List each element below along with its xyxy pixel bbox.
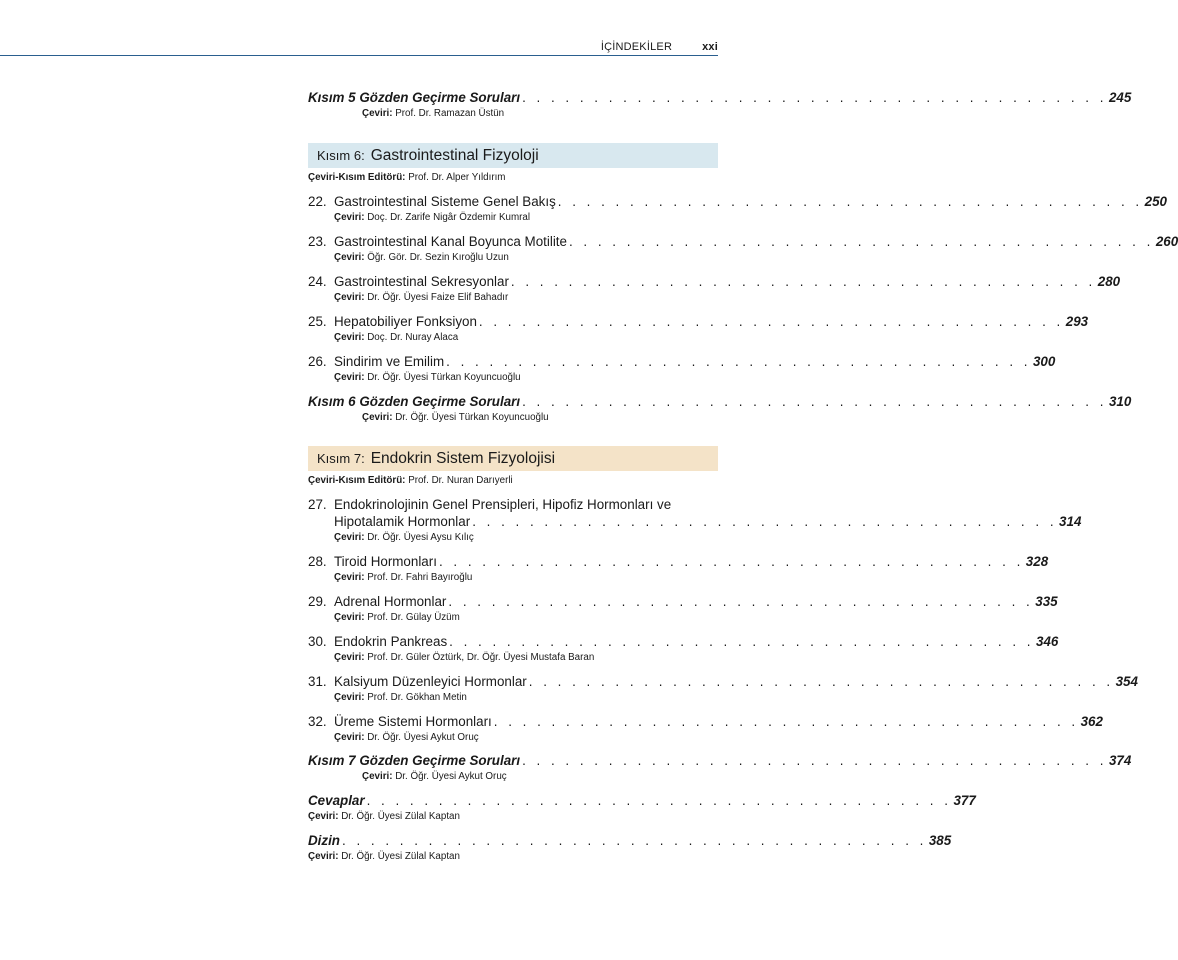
entry-translator: Çeviri: Prof. Dr. Fahri Bayıroğlu xyxy=(334,572,473,583)
entry-number: 25. xyxy=(308,314,327,329)
entry-page: 293 xyxy=(1065,314,1089,329)
entry-title: Üreme Sistemi Hormonları xyxy=(334,714,492,729)
entry-page: 314 xyxy=(1059,514,1082,529)
dot-leader: . . . . . . . . . . . . . . . . . . . . . . . . . . . . . . . . . . . . . . . . . xyxy=(448,594,1034,609)
entry-number: 23. xyxy=(308,234,327,249)
dot-leader: . . . . . . . . . . . . . . . . . . . . . . . . . . . . . . . . . . . . . . . . . xyxy=(522,90,1107,105)
entry-number: 31. xyxy=(308,674,327,689)
entry-number: 32. xyxy=(308,714,327,729)
part-label: Kısım 7: xyxy=(317,451,365,466)
entry-translator: Çeviri: Doç. Dr. Zarife Nigâr Özdemir Kumral xyxy=(334,212,531,223)
entry-translator: Çeviri: Prof. Dr. Ramazan Üstün xyxy=(362,108,505,119)
entry-translator: Çeviri: Doç. Dr. Nuray Alaca xyxy=(334,332,459,343)
entry-number: 27. xyxy=(308,497,327,512)
entry-number: 24. xyxy=(308,274,327,289)
page-header xyxy=(0,40,718,56)
entry-number: 28. xyxy=(308,554,327,569)
header-text xyxy=(601,41,718,53)
entry-title-line2: Hipotalamik Hormonlar xyxy=(334,514,471,529)
header-section-title: İÇİNDEKİLER xyxy=(600,41,673,53)
part-label: Kısım 6: xyxy=(317,148,365,163)
entry-page: 310 xyxy=(1108,394,1132,409)
dot-leader: . . . . . . . . . . . . . . . . . . . . . . . . . . . . . . . . . . . . . . . . . xyxy=(522,753,1107,768)
entry-translator: Çeviri: Dr. Öğr. Üyesi Zülal Kaptan xyxy=(308,851,460,862)
entry-page: 328 xyxy=(1025,554,1049,569)
header-rule xyxy=(0,55,718,56)
entry-translator: Çeviri: Prof. Dr. Gökhan Metin xyxy=(334,692,467,703)
entry-translator: Çeviri: Dr. Öğr. Üyesi Aykut Oruç xyxy=(334,732,479,743)
entry-page: 335 xyxy=(1035,594,1058,609)
entry-translator: Çeviri: Dr. Öğr. Üyesi Aysu Kılıç xyxy=(334,532,474,543)
toc-entry-ch30[interactable] xyxy=(308,633,1059,664)
entry-title: Endokrin Pankreas xyxy=(334,634,448,649)
part-7-banner xyxy=(308,446,718,471)
entry-translator: Çeviri: Dr. Öğr. Üyesi Faize Elif Bahadır xyxy=(334,292,509,303)
entry-page: 362 xyxy=(1080,714,1103,729)
entry-page: 346 xyxy=(1036,634,1059,649)
dot-leader: . . . . . . . . . . . . . . . . . . . . . . . . . . . . . . . . . . . . . . . . . xyxy=(478,314,1064,329)
part-6-banner xyxy=(308,143,718,168)
dot-leader: . . . . . . . . . . . . . . . . . . . . . . . . . . . . . . . . . . . . . . . . . xyxy=(557,194,1143,209)
dot-leader: . . . . . . . . . . . . . . . . . . . . . . . . . . . . . . . . . . . . . . . . . xyxy=(522,394,1107,409)
entry-page: 250 xyxy=(1144,194,1167,209)
dot-leader: . . . . . . . . . . . . . . . . . . . . . . . . . . . . . . . . . . . . . . . . . xyxy=(472,514,1058,529)
entry-title: Cevaplar xyxy=(308,793,365,808)
toc-entry-k7-review[interactable] xyxy=(308,752,1132,783)
entry-page: 374 xyxy=(1108,753,1132,768)
toc-entry-k6-review[interactable] xyxy=(308,393,1132,424)
entry-translator: Çeviri: Prof. Dr. Güler Öztürk, Dr. Öğr. Üyesi Mustafa Baran xyxy=(334,652,595,663)
header-page-number: xxi xyxy=(702,41,718,53)
toc-entry-ch32[interactable] xyxy=(308,713,1103,744)
entry-page: 377 xyxy=(953,793,976,808)
dot-leader: . . . . . . . . . . . . . . . . . . . . . . . . . . . . . . . . . . . . . . . . . xyxy=(510,274,1096,289)
entry-page: 280 xyxy=(1097,274,1121,289)
entry-title: Tiroid Hormonları xyxy=(334,554,437,569)
entry-translator: Çeviri: Öğr. Gör. Dr. Sezin Kıroğlu Uzun xyxy=(334,252,509,263)
part-7-editor: Çeviri-Kısım Editörü: Prof. Dr. Nuran Darıyerli xyxy=(308,475,513,486)
entry-page: 300 xyxy=(1032,354,1056,369)
entry-title: Kalsiyum Düzenleyici Hormonlar xyxy=(334,674,527,689)
dot-leader: . . . . . . . . . . . . . . . . . . . . . . . . . . . . . . . . . . . . . . . . . xyxy=(528,674,1114,689)
dot-leader: . . . . . . . . . . . . . . . . . . . . . . . . . . . . . . . . . . . . . . . . . xyxy=(449,634,1034,649)
entry-title: Kısım 7 Gözden Geçirme Soruları xyxy=(308,753,521,768)
toc-entry-ch25[interactable] xyxy=(308,313,1089,344)
entry-number: 26. xyxy=(308,354,327,369)
entry-translator: Çeviri: Dr. Öğr. Üyesi Aykut Oruç xyxy=(362,771,507,782)
toc-entry-ch28[interactable] xyxy=(308,553,1049,584)
part-title: Endokrin Sistem Fizyolojisi xyxy=(370,449,556,467)
entry-page: 260 xyxy=(1155,234,1178,249)
toc-entry-answers[interactable] xyxy=(308,792,976,823)
entry-number: 30. xyxy=(308,634,327,649)
toc-entry-k5-review[interactable] xyxy=(308,89,1132,120)
toc-entry-ch26[interactable] xyxy=(308,353,1056,384)
dot-leader: . . . . . . . . . . . . . . . . . . . . . . . . . . . . . . . . . . . . . . . . . xyxy=(568,234,1154,249)
entry-title-line1: Endokrinolojinin Genel Prensipleri, Hipofiz Hormonları ve xyxy=(334,497,672,512)
entry-page: 245 xyxy=(1108,90,1132,105)
toc-entry-ch24[interactable] xyxy=(308,273,1121,304)
entry-title: Hepatobiliyer Fonksiyon xyxy=(334,314,477,329)
toc-entry-ch31[interactable] xyxy=(308,673,1138,704)
dot-leader: . . . . . . . . . . . . . . . . . . . . . . . . . . . . . . . . . . . . . . . . . xyxy=(342,833,927,848)
toc-entry-ch22[interactable] xyxy=(308,193,1167,224)
toc-entry-index[interactable] xyxy=(308,832,952,863)
entry-translator: Çeviri: Dr. Öğr. Üyesi Zülal Kaptan xyxy=(308,811,460,822)
entry-title: Gastrointestinal Sekresyonlar xyxy=(334,274,509,289)
dot-leader: . . . . . . . . . . . . . . . . . . . . . . . . . . . . . . . . . . . . . . . . . xyxy=(366,793,952,808)
entry-title: Gastrointestinal Sisteme Genel Bakış xyxy=(334,194,556,209)
toc-entry-ch27[interactable] xyxy=(308,496,1082,544)
part-title: Gastrointestinal Fizyoloji xyxy=(370,146,539,164)
entry-title: Kısım 6 Gözden Geçirme Soruları xyxy=(308,394,521,409)
dot-leader: . . . . . . . . . . . . . . . . . . . . . . . . . . . . . . . . . . . . . . . . . xyxy=(438,554,1024,569)
entry-title: Gastrointestinal Kanal Boyunca Motilite xyxy=(334,234,567,249)
entry-title: Dizin xyxy=(308,833,340,848)
entry-page: 354 xyxy=(1115,674,1138,689)
entry-translator: Çeviri: Prof. Dr. Gülay Üzüm xyxy=(334,612,460,623)
entry-translator: Çeviri: Dr. Öğr. Üyesi Türkan Koyuncuoğlu xyxy=(362,412,549,423)
entry-title: Kısım 5 Gözden Geçirme Soruları xyxy=(308,90,521,105)
toc-entry-ch23[interactable] xyxy=(308,233,1178,264)
dot-leader: . . . . . . . . . . . . . . . . . . . . . . . . . . . . . . . . . . . . . . . . . xyxy=(446,354,1031,369)
entry-title: Sindirim ve Emilim xyxy=(334,354,445,369)
entry-translator: Çeviri: Dr. Öğr. Üyesi Türkan Koyuncuoğlu xyxy=(334,372,521,383)
dot-leader: . . . . . . . . . . . . . . . . . . . . . . . . . . . . . . . . . . . . . . . . . xyxy=(493,714,1079,729)
entry-title: Adrenal Hormonlar xyxy=(334,594,447,609)
entry-page: 385 xyxy=(928,833,952,848)
part-6-editor: Çeviri-Kısım Editörü: Prof. Dr. Alper Yıldırım xyxy=(308,172,506,183)
entry-number: 29. xyxy=(308,594,327,609)
entry-number: 22. xyxy=(308,194,327,209)
toc-entry-ch29[interactable] xyxy=(308,593,1058,624)
